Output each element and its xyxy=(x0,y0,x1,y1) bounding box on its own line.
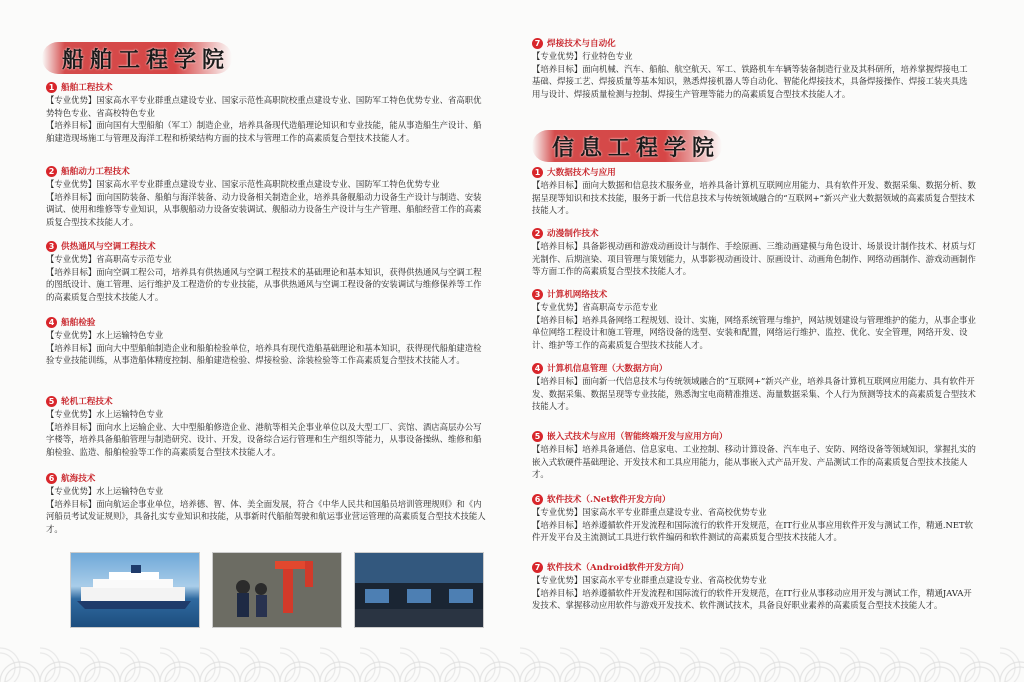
major-number-badge: 2 xyxy=(46,166,57,177)
major-description: 【专业优势】水上运输特色专业 xyxy=(46,486,164,496)
major-description: 【培养目标】面向航运企事业单位，培养德、智、体、美全面发展，符合《中华人民共和国船员培训管理规则》和《内河船员考试发证规则》，具备扎实专业知识和技能，从事新时代船舶驾驶和航运事业营运管理的高素质复合型技术技能人才。 xyxy=(46,498,486,534)
major-section xyxy=(46,80,486,144)
major-description: 【培养目标】培养遵循软件开发流程和国际流行的软件开发规范，在IT行业从事移动应用开发与测试工作，精通JAVA开发技术、掌握移动应用软件与游戏开发技术、软件测试技术，具备良好职业素养的高素质复合型技术技能人才。 xyxy=(532,587,972,611)
major-header xyxy=(46,315,486,329)
major-header xyxy=(532,165,978,179)
major-section xyxy=(532,287,978,351)
major-section xyxy=(532,492,978,544)
major-section xyxy=(532,165,978,217)
major-description: 【专业优势】国家高水平专业群重点建设专业、省高校优势专业 xyxy=(532,575,767,585)
robot-welding-lab-photo xyxy=(212,552,342,628)
major-number-badge: 2 xyxy=(532,228,543,239)
major-number-badge: 6 xyxy=(532,494,543,505)
major-section xyxy=(46,164,486,228)
major-section xyxy=(532,226,978,278)
major-description: 【培养目标】面向国有大型船舶（军工）制造企业，培养具备现代造船理论知识和专业技能，能从事造船生产设计、船舶建造现场施工与管理及海洋工程和桥梁结构方面的技术与管理工作的高素质复合型技术技能人才。 xyxy=(46,120,482,143)
major-title: 软件技术（.Net软件开发方向） xyxy=(547,495,671,505)
major-description: 【专业优势】水上运输特色专业 xyxy=(46,409,164,419)
major-section xyxy=(532,560,978,612)
cruise-ship-photo xyxy=(70,552,200,628)
major-number-badge: 6 xyxy=(46,473,57,484)
major-description: 【专业优势】国家高水平专业群重点建设专业、国家示范性高职院校重点建设专业、国防军工特色优势专业 xyxy=(46,179,440,189)
major-number-badge: 3 xyxy=(46,241,57,252)
major-title: 船舶动力工程技术 xyxy=(61,167,130,177)
major-header xyxy=(532,560,978,574)
major-number-badge: 1 xyxy=(532,167,543,178)
major-header xyxy=(46,80,486,94)
college-heading-banner xyxy=(42,42,232,74)
major-section xyxy=(46,239,486,303)
major-description: 【专业优势】国家高水平专业群重点建设专业、省高校优势专业 xyxy=(532,507,767,517)
major-description: 【培养目标】培养具备网络工程规划、设计、实施，网络系统管理与维护，网站规划建设与管理维护的能力，从事企事业单位网络工程设计和施工管理，网络设备的选型、安装和配置，网络运行维护、监控、优化、安全管理，网络开发、设计、维护等工作的高素质复合型技术技能人才。 xyxy=(532,314,976,350)
major-section xyxy=(46,394,486,458)
major-description: 【培养目标】面向机械、汽车、船舶、航空航天、军工、铁路机车车辆等装备制造行业及其科研所，培养掌握焊接电工基础、焊接工艺、焊接质量等基本知识，熟悉焊接机器人等自动化、智能化焊接技术，具备焊接操作、焊接工装夹具选用与设计、焊接质量检测与控制、焊接生产管理等能力的高素质复合型技术技能人才。 xyxy=(532,63,968,99)
major-description: 【培养目标】培养遵循软件开发流程和国际流行的软件开发规范，在IT行业从事应用软件开发与测试工作，精通.NET软件开发平台及主流测试工具进行软件编码和软件测试的高素质复合型技术技能人才。 xyxy=(532,519,973,543)
major-section xyxy=(532,429,978,481)
major-number-badge: 7 xyxy=(532,38,543,49)
major-section xyxy=(532,36,972,100)
major-header xyxy=(532,287,978,301)
wave-pattern-decoration xyxy=(0,638,1024,682)
major-description: 【培养目标】具备影视动画和游戏动画设计与制作、手绘原画、三维动画建模与角色设计、场景设计制作技术、材质与灯光制作、后期渲染、项目管理与策划能力，从事影视动画设计、原画设计、动画角色制作、网络动画制作、游戏动画制作等方面工作的高素质复合型技术技能人才。 xyxy=(532,241,976,277)
major-header xyxy=(532,429,978,443)
major-header xyxy=(46,471,486,485)
major-description: 【培养目标】培养具备通信、信息家电、工业控制、移动计算设备、汽车电子、安防、网络设备等领域知识，掌握扎实的嵌入式软硬件基础理论、开发技术和工具应用能力，能从事嵌入式产品开发、产品测试工作的高素质复合型技术技能人才。 xyxy=(532,444,976,480)
major-number-badge: 4 xyxy=(46,317,57,328)
major-header xyxy=(532,36,972,50)
major-description: 【专业优势】水上运输特色专业 xyxy=(46,330,164,340)
major-title: 软件技术（Android软件开发方向） xyxy=(547,563,689,573)
major-title: 船舶工程技术 xyxy=(61,83,113,93)
major-number-badge: 3 xyxy=(532,289,543,300)
major-number-badge: 5 xyxy=(532,431,543,442)
ship-bridge-simulator-photo xyxy=(354,552,484,628)
major-number-badge: 5 xyxy=(46,396,57,407)
major-description: 【培养目标】面向水上运输企业、大中型船舶修造企业、港航等相关企事业单位以及大型工厂、宾馆、酒店高层办公写字楼等，培养具备船舶管理与制造研究、设计、开发，设备综合运行管理和生产组织等能力，从事设备操纵、维修和船舶检验、监造、船舶检验等工作的高素质复合型技术技能人才。 xyxy=(46,421,482,457)
major-header xyxy=(532,226,978,240)
major-number-badge: 1 xyxy=(46,82,57,93)
major-section xyxy=(46,315,486,367)
major-description: 【培养目标】面向大数据和信息技术服务业，培养具备计算机互联网应用能力、具有软件开发、数据采集、数据分析、数据呈现等知识和技术技能，服务于新一代信息技术与传统领域融合的“互联网+”新兴产业大数据领域的高素质复合型技术技能人才。 xyxy=(532,180,976,216)
major-description: 【培养目标】面向新一代信息技术与传统领域融合的“互联网+”新兴产业，培养具备计算机互联网应用能力、具有软件开发、数据采集、数据呈现等专业技能，熟悉淘宝电商精准推送、海量数据采集、个人行为预测等技术的高素质复合型技术技能人才。 xyxy=(532,376,976,412)
major-number-badge: 7 xyxy=(532,562,543,573)
major-description: 【培养目标】面向大中型船舶制造企业和船舶检验单位，培养具有现代造船基础理论和基本知识，获得现代船舶建造检验专业技能训练，从事造船体精度控制、船舶建造检验、焊接检验、涂装检验等工作高素质复合型技术技能人才。 xyxy=(46,342,482,366)
major-title: 航海技术 xyxy=(61,474,96,484)
major-title: 轮机工程技术 xyxy=(61,397,113,407)
major-header xyxy=(46,164,486,178)
college-heading: 船舶工程学院 xyxy=(62,47,231,73)
major-title: 焊接技术与自动化 xyxy=(547,39,616,49)
major-title: 大数据技术与应用 xyxy=(547,168,616,178)
major-section xyxy=(46,471,486,535)
major-description: 【培养目标】面向空调工程公司，培养具有供热通风与空调工程技术的基础理论和基本知识，获得供热通风与空调工程的图纸设计、施工管理、运行维护及工程造价的专业技能，从事供热通风与空调工程设备的安装调试与维修保养等工作的高素质复合型技术技能人才。 xyxy=(46,266,482,302)
major-description: 【专业优势】省高职高专示范专业 xyxy=(46,254,172,264)
major-header xyxy=(532,492,978,506)
major-number-badge: 4 xyxy=(532,363,543,374)
major-title: 嵌入式技术与应用（智能终端开发与应用方向） xyxy=(547,432,728,442)
major-section xyxy=(532,361,978,413)
major-title: 计算机网络技术 xyxy=(547,290,608,300)
major-description: 【培养目标】面向国防装备、船舶与海洋装备、动力设备相关制造企业，培养具备舰船动力设备生产设计与制造、安装调试、使用和维修等专业知识，从事舰船动力设备安装调试、舰船动力设备生产设计与生产管理、船舶经营工作的高素质复合型技术技能人才。 xyxy=(46,191,482,227)
major-description: 【专业优势】行业特色专业 xyxy=(532,51,633,61)
college-heading-right: 信息工程学院 xyxy=(552,135,721,161)
major-title: 动漫制作技术 xyxy=(547,229,599,239)
major-description: 【专业优势】国家高水平专业群重点建设专业、国家示范性高职院校重点建设专业、国防军工特色优势专业、省高职优势特色专业、省高校特色专业 xyxy=(46,95,482,118)
major-title: 船舶检验 xyxy=(61,318,96,328)
major-description: 【专业优势】省高职高专示范专业 xyxy=(532,302,658,312)
major-title: 供热通风与空调工程技术 xyxy=(61,242,156,252)
major-header xyxy=(532,361,978,375)
major-title: 计算机信息管理（大数据方向） xyxy=(547,364,668,374)
major-header xyxy=(46,394,486,408)
major-header xyxy=(46,239,486,253)
college-heading-banner-right xyxy=(532,130,722,162)
